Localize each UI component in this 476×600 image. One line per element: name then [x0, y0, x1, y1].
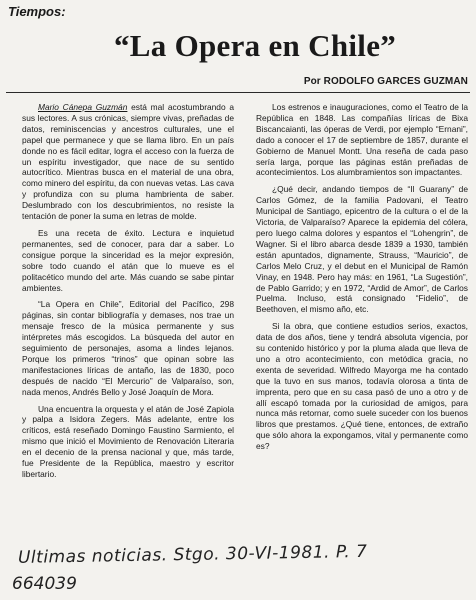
paragraph: Los estrenos e inauguraciones, como el Teatro de la República en 1848. Las compañías líricas de Bixa Biscancaianti, las óperas de Verdi, por ejemplo “Ernani”, dado a conocer el 17 de septiembre de 1857, durante el Gobierno de Manuel Montt. Una reseña de cada paso sería larga, porque las páginas están preñadas de acontecimientos. Los alumbramientos son impactantes. [256, 102, 468, 178]
paragraph: Es una receta de éxito. Lectura e inquietud permanentes, sed de conocer, para dar a saber. Lo consigue porque la sinceridad es la mejor expresión, sobre todo cuando el atán que lo mueve es el politacético mundo del arte. Más cuando se sabe pintar ambientes. [22, 227, 234, 293]
article-column-left [22, 102, 234, 486]
byline: Por RODOLFO GARCES GUZMAN [303, 76, 468, 87]
author-name: Mario Cánepa Guzmán [38, 102, 128, 112]
archive-number: 664039 [12, 574, 77, 594]
paragraph: “La Opera en Chile”, Editorial del Pacífico, 298 páginas, sin contar bibliografía y demases, nos trae un mensaje fresco de la música permanente y sus intérpretes más escogidos. La búsqueda del autor en seguimiento de personajes, asoma a lindes lejanos. Porque los primeros “trinos” que opinan sobre las manifestaciones líricas de antaño, las de 1830, poco después de nacido “El Mercurio” de Valparaíso, son, nada menos, Andrés Bello y José Joaquín de Mora. [22, 299, 234, 397]
paragraph [22, 102, 234, 222]
divider [6, 92, 470, 93]
paragraph: Si la obra, que contiene estudios serios, exactos, data de dos años, tiene y tendrá absoluta vigencia, por su contenido histórico y por la pluma alada que lleva de uno a otro acontecimiento, con metódica gracia, no exenta de severidad. Wilfredo Mayorga me ha contado que la tuvo en sus manos, todavía olorosa a tinta de imprenta, pero que en su casa pasó de uno a otro y de allí escapó tomada por la curiosidad de amigos, para nunca más retornar, como suele suceder con los buenos libros que prestamos. ¿Qué tiene, entonces, de extraño que sólo ahora la expongamos, vital y permanente como es? [256, 321, 468, 452]
handwritten-annotation: Ultimas noticias. Stgo. 30-VI-1981. P. 7 [17, 541, 368, 568]
paragraph: Una encuentra la orquesta y el atán de José Zapiola y palpa a Isidora Zegers. Más adelante, entre los críticos, está reseñado Domingo Faustino Sarmiento, el mismo que inició el Movimiento de Renovación Literaria en el decenio de la prensa nacional y que, más tarde, fue Presidente de la República, maestro y escritor libertario. [22, 403, 234, 479]
article-column-right [256, 102, 468, 458]
section-label: Tiempos: [8, 4, 66, 19]
paragraph-text: está mal acostumbrando a sus lectores. A sus crónicas, siempre vivas, preñadas de datos, reminiscencias y ancestros culturales, une el papel que permanece y que se llama libro. En un país donde no es fácil editar, logra el acceso con la fuerza de un espíritu investigador, que nace de su sentido autocrítico. Mientras busca en el material de una obra, como minero del espíritu, da con nuevas vetas. Las cava y profundiza con su pluma hambrienta de saber. Deslumbrado con los descubrimientos, no resiste la tentación de poner la suma en letras de molde. [22, 102, 234, 222]
headline: “La Opera en Chile” [113, 28, 397, 63]
paragraph: ¿Qué decir, andando tiempos de “Il Guarany” de Carlos Gómez, de la familia Padovani, el Teatro Municipal de Santiago, epicentro de la cultura o el de la Victoria, de Valparaíso? Aparece la epidemia del cólera, pero luego calma dolores y espantos el “Lohengrin”, de Wagner. Si el libro abarca desde 1839 a 1930, también están apuntados, dignamente, Strauss, “Mauricio”, de Carlos Melo Cruz, y el debut en el Municipal de Ramón Vinay, en 1948. Pero hay más: en 1961, “La Sugestión”, de Pablo Garrido; y en 1972, “Ardid de Amor”, de Carlos Puelma. Incluso, está consignado “Fidelio”, de Beethoven, el mismo año, etc. [256, 184, 468, 315]
